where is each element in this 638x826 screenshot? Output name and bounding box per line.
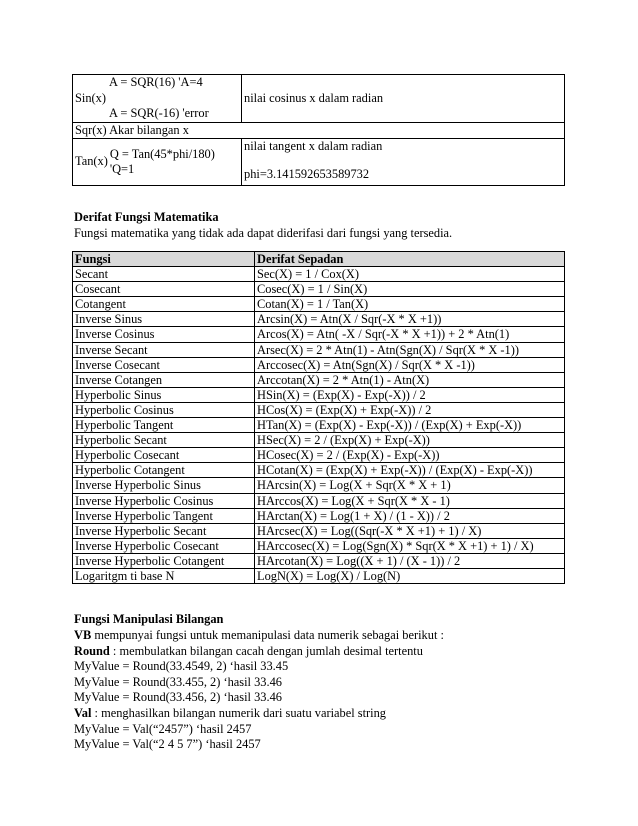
function-name-cell: Cosecant <box>73 282 255 297</box>
table-row <box>73 478 565 493</box>
derivative-formula-cell: Sec(X) = 1 / Cox(X) <box>255 267 565 282</box>
table-row <box>73 387 565 402</box>
derivative-formula-cell: HArccosec(X) = Log(Sgn(X) * Sqr(X * X +1) + 1) / X) <box>255 538 565 553</box>
code-line: A = SQR(16) 'A=4 <box>109 75 203 89</box>
intro-line <box>74 628 444 644</box>
function-name-cell: Secant <box>73 267 255 282</box>
function-name-cell: Inverse Hyperbolic Secant <box>73 523 255 538</box>
function-name-cell: Inverse Sinus <box>73 312 255 327</box>
code-example: MyValue = Round(33.455, 2) ‘hasil 33.46 <box>74 674 282 689</box>
table-row <box>73 448 565 463</box>
derivative-formula-cell: HCotan(X) = (Exp(X) + Exp(-X)) / (Exp(X) - Exp(-X)) <box>255 463 565 478</box>
function-name-cell: Inverse Cotangen <box>73 372 255 387</box>
intro-text: mempunyai fungsi untuk memanipulasi data numerik sebagai berikut : <box>91 628 444 642</box>
table-row <box>73 139 565 186</box>
function-label: Sin(x) <box>75 90 106 105</box>
table-row <box>73 372 565 387</box>
function-name-cell: Inverse Secant <box>73 342 255 357</box>
derivative-formula-cell: HArcotan(X) = Log((X + 1) / (X - 1)) / 2 <box>255 553 565 568</box>
derivative-formula-cell: Arcos(X) = Atn( -X / Sqr(-X * X +1)) + 2 * Atn(1) <box>255 327 565 342</box>
table-row <box>73 433 565 448</box>
tan-cell <box>73 139 242 186</box>
table-row <box>73 267 565 282</box>
table-row <box>73 523 565 538</box>
val-text: : menghasilkan bilangan numerik dari suatu variabel string <box>91 705 386 720</box>
table-row <box>73 327 565 342</box>
derivative-formula-cell: Arccosec(X) = Atn(Sgn(X) / Sqr(X * X -1)) <box>255 357 565 372</box>
derivative-formula-cell: HSec(X) = 2 / (Exp(X) + Exp(-X)) <box>255 433 565 448</box>
function-name-cell: Hyperbolic Cosecant <box>73 448 255 463</box>
code-example: MyValue = Val(“2457”) ‘hasil 2457 <box>74 721 252 736</box>
table-row <box>73 342 565 357</box>
header-fungsi: Fungsi <box>73 252 255 267</box>
derivative-formula-cell: Arsec(X) = 2 * Atn(1) - Atn(Sgn(X) / Sqr(X * X -1)) <box>255 342 565 357</box>
code-line: A = SQR(-16) 'error <box>109 106 209 120</box>
table-row <box>73 553 565 568</box>
section-title: Fungsi Manipulasi Bilangan <box>74 612 224 626</box>
desc-cell <box>242 75 565 123</box>
desc-cell <box>242 139 565 186</box>
function-name-cell: Inverse Hyperbolic Cosinus <box>73 493 255 508</box>
table-row <box>73 538 565 553</box>
derivative-formula-cell: HSin(X) = (Exp(X) - Exp(-X)) / 2 <box>255 387 565 402</box>
table-row <box>73 463 565 478</box>
function-name-cell: Logaritgm ti base N <box>73 568 255 583</box>
derivative-formula-cell: HArctan(X) = Log(1 + X) / (1 - X)) / 2 <box>255 508 565 523</box>
table-row <box>73 297 565 312</box>
function-name-cell: Hyperbolic Sinus <box>73 387 255 402</box>
code-example: MyValue = Val(“2 4 5 7”) ‘hasil 2457 <box>74 737 261 752</box>
table-row <box>73 282 565 297</box>
table-row <box>73 312 565 327</box>
sqr-desc-cell: Sqr(x) Akar bilangan x <box>73 122 565 139</box>
table-row <box>73 508 565 523</box>
table-header-row <box>73 252 565 267</box>
function-desc: nilai tangent x dalam radian <box>244 139 383 153</box>
table-row <box>73 568 565 583</box>
derivative-formula-cell: Arcsin(X) = Atn(X / Sqr(-X * X +1)) <box>255 312 565 327</box>
function-label: Tan(x) <box>75 154 108 169</box>
manipulasi-body <box>74 628 444 753</box>
derivative-formula-cell: LogN(X) = Log(X) / Log(N) <box>255 568 565 583</box>
function-name-cell: Inverse Hyperbolic Cosecant <box>73 538 255 553</box>
function-desc: nilai cosinus x dalam radian <box>244 90 384 105</box>
table-row <box>73 357 565 372</box>
code-line: 'Q=1 <box>109 162 135 176</box>
function-name-cell: Hyperbolic Secant <box>73 433 255 448</box>
function-name-cell: Inverse Hyperbolic Sinus <box>73 478 255 493</box>
function-name-cell: Hyperbolic Tangent <box>73 418 255 433</box>
sqr-sin-cell <box>73 75 242 123</box>
derivative-formula-cell: Cosec(X) = 1 / Sin(X) <box>255 282 565 297</box>
phi-value: phi=3.141592653589732 <box>244 166 370 181</box>
round-line <box>74 644 444 660</box>
function-name-cell: Hyperbolic Cotangent <box>73 463 255 478</box>
derivative-formula-cell: HArcsin(X) = Log(X + Sqr(X * X + 1) <box>255 478 565 493</box>
table-row <box>73 122 565 139</box>
round-text: : membulatkan bilangan cacah dengan jumlah desimal tertentu <box>109 643 423 658</box>
derivative-formula-cell: HCosec(X) = 2 / (Exp(X) - Exp(-X)) <box>255 448 565 463</box>
function-table-top <box>72 74 565 186</box>
val-bold: Val <box>74 705 92 720</box>
function-name-cell: Inverse Hyperbolic Cotangent <box>73 553 255 568</box>
section-description: Fungsi matematika yang tidak ada dapat diderifasi dari fungsi yang tersedia. <box>74 226 453 240</box>
section-title: Derifat Fungsi Matematika <box>74 210 219 224</box>
derivative-formula-cell: Cotan(X) = 1 / Tan(X) <box>255 297 565 312</box>
function-name-cell: Inverse Cosinus <box>73 327 255 342</box>
code-example: MyValue = Round(33.456, 2) ‘hasil 33.46 <box>74 690 282 705</box>
table-row <box>73 418 565 433</box>
val-line <box>74 706 444 722</box>
function-name-cell: Hyperbolic Cosinus <box>73 402 255 417</box>
intro-bold: VB <box>74 628 92 642</box>
table-row <box>73 493 565 508</box>
code-example: MyValue = Round(33.4549, 2) ‘hasil 33.45 <box>74 659 289 674</box>
derivative-formula-cell: HCos(X) = (Exp(X) + Exp(-X)) / 2 <box>255 402 565 417</box>
table-row <box>73 75 565 123</box>
derivative-formula-cell: HArccos(X) = Log(X + Sqr(X * X - 1) <box>255 493 565 508</box>
derivative-table <box>72 251 565 584</box>
header-derifat: Derifat Sepadan <box>255 252 565 267</box>
function-name-cell: Inverse Cosecant <box>73 357 255 372</box>
code-line: Q = Tan(45*phi/180) <box>109 146 215 161</box>
derivative-formula-cell: HArcsec(X) = Log((Sqr(-X * X +1) + 1) / X) <box>255 523 565 538</box>
function-name-cell: Inverse Hyperbolic Tangent <box>73 508 255 523</box>
function-name-cell: Cotangent <box>73 297 255 312</box>
derivative-formula-cell: HTan(X) = (Exp(X) - Exp(-X)) / (Exp(X) + Exp(-X)) <box>255 418 565 433</box>
round-bold: Round <box>74 643 110 658</box>
table-row <box>73 402 565 417</box>
derivative-formula-cell: Arccotan(X) = 2 * Atn(1) - Atn(X) <box>255 372 565 387</box>
